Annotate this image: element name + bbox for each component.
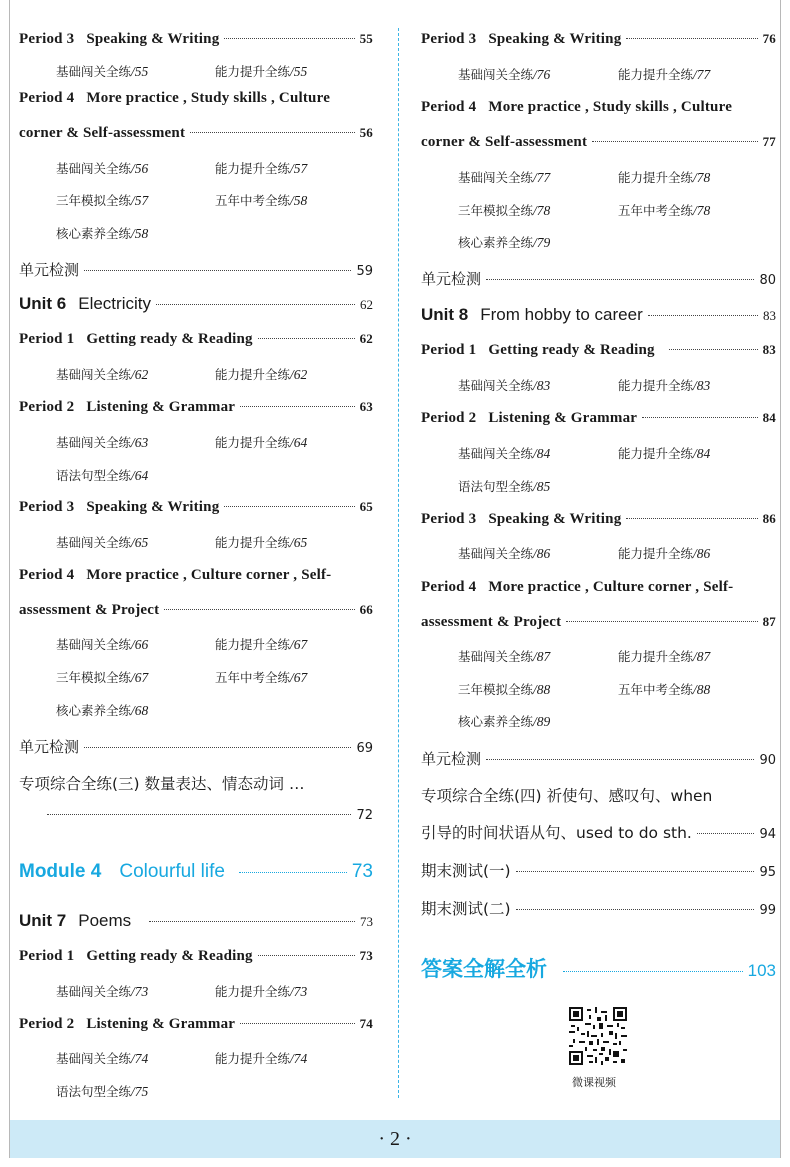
toc-entry[interactable]: Period 3 Speaking & Writing 55 xyxy=(19,31,373,47)
exercise-item: 能力提升全练/83 xyxy=(618,378,711,393)
toc-special-entry[interactable]: 专项综合全练(四) 祈使句、感叹句、when xyxy=(421,787,713,805)
exercise-item: 基础闯关全练/77 xyxy=(458,170,551,185)
exercise-item: 三年模拟全练/67 xyxy=(56,670,149,685)
exercise-item: 基础闯关全练/65 xyxy=(56,535,149,550)
toc-special-entry[interactable]: 专项综合全练(三) 数量表达、情态动词 … xyxy=(19,775,305,793)
exercise-item: 基础闯关全练/87 xyxy=(458,649,551,664)
exercise-item: 五年中考全练/67 xyxy=(215,670,308,685)
toc-entry[interactable]: Period 3 Speaking & Writing 86 xyxy=(421,511,776,527)
toc-entry[interactable]: Period 1 Getting ready & Reading 83 xyxy=(421,342,776,358)
exercise-item: 核心素养全练/58 xyxy=(56,226,149,241)
toc-entry[interactable]: 单元检测 59 xyxy=(19,261,373,279)
exercise-item: 能力提升全练/87 xyxy=(618,649,711,664)
toc-entry[interactable]: Period 1 Getting ready & Reading 62 xyxy=(19,331,373,347)
toc-entry[interactable]: 单元检测 80 xyxy=(421,270,776,288)
exercise-item: 基础闯关全练/83 xyxy=(458,378,551,393)
toc-entry-continuation[interactable]: corner & Self-assessment 56 xyxy=(19,125,373,141)
exercise-item: 基础闯关全练/86 xyxy=(458,546,551,561)
exercise-item: 能力提升全练/55 xyxy=(215,64,308,79)
toc-entry[interactable]: Period 4 More practice , Study skills , Culture xyxy=(421,99,733,115)
exercise-item: 核心素养全练/68 xyxy=(56,703,149,718)
toc-entry[interactable]: Period 4 More practice , Study skills , Culture xyxy=(19,90,331,106)
exercise-item: 能力提升全练/86 xyxy=(618,546,711,561)
toc-unit-entry[interactable]: Unit 7 Poems 73 xyxy=(19,911,373,930)
toc-entry[interactable]: Period 2 Listening & Grammar 74 xyxy=(19,1016,373,1032)
toc-entry[interactable]: Period 2 Listening & Grammar 63 xyxy=(19,399,373,415)
exercise-item: 能力提升全练/64 xyxy=(215,435,308,450)
exercise-item: 语法句型全练/64 xyxy=(56,468,149,483)
exercise-item: 基础闯关全练/62 xyxy=(56,367,149,382)
toc-entry[interactable]: Period 3 Speaking & Writing 76 xyxy=(421,31,776,47)
exercise-item: 能力提升全练/62 xyxy=(215,367,308,382)
exercise-item: 基础闯关全练/55 xyxy=(56,64,149,79)
toc-entry[interactable]: 单元检测 69 xyxy=(19,738,373,756)
qr-caption: 微课视频 xyxy=(572,1076,616,1089)
toc-entry[interactable]: Period 4 More practice , Culture corner , Self- xyxy=(421,579,734,595)
toc-entry[interactable]: Period 2 Listening & Grammar 84 xyxy=(421,410,776,426)
exercise-item: 能力提升全练/84 xyxy=(618,446,711,461)
qr-code-icon[interactable] xyxy=(569,1007,627,1065)
toc-entry[interactable]: Period 3 Speaking & Writing 65 xyxy=(19,499,373,515)
exercise-item: 三年模拟全练/88 xyxy=(458,682,551,697)
exercise-item: 五年中考全练/58 xyxy=(215,193,308,208)
exercise-item: 三年模拟全练/78 xyxy=(458,203,551,218)
toc-entry[interactable]: 期末测试(一) 95 xyxy=(421,862,776,880)
exercise-item: 能力提升全练/73 xyxy=(215,984,308,999)
toc-answers-entry[interactable]: 答案全解全析 103 xyxy=(421,957,776,981)
exercise-item: 基础闯关全练/66 xyxy=(56,637,149,652)
toc-unit-entry[interactable]: Unit 8 From hobby to career 83 xyxy=(421,305,776,324)
page-footer xyxy=(10,1120,780,1158)
exercise-item: 语法句型全练/85 xyxy=(458,479,551,494)
toc-unit-entry[interactable]: Unit 6 Electricity 62 xyxy=(19,294,373,313)
exercise-item: 基础闯关全练/73 xyxy=(56,984,149,999)
exercise-item: 基础闯关全练/56 xyxy=(56,161,149,176)
toc-entry-continuation[interactable]: assessment & Project 66 xyxy=(19,602,373,618)
column-divider xyxy=(398,28,399,1098)
exercise-item: 能力提升全练/78 xyxy=(618,170,711,185)
exercise-item: 能力提升全练/65 xyxy=(215,535,308,550)
exercise-item: 基础闯关全练/84 xyxy=(458,446,551,461)
toc-entry-continuation[interactable]: 72 xyxy=(19,808,373,823)
toc-module-entry[interactable]: Module 4 Colourful life 73 xyxy=(19,861,373,882)
exercise-item: 五年中考全练/78 xyxy=(618,203,711,218)
exercise-item: 能力提升全练/67 xyxy=(215,637,308,652)
exercise-item: 基础闯关全练/63 xyxy=(56,435,149,450)
toc-entry-continuation[interactable]: assessment & Project 87 xyxy=(421,614,776,630)
toc-entry-continuation[interactable]: corner & Self-assessment 77 xyxy=(421,134,776,150)
page-number: · 2 · xyxy=(378,1128,412,1150)
exercise-item: 基础闯关全练/74 xyxy=(56,1051,149,1066)
exercise-item: 能力提升全练/77 xyxy=(618,67,711,82)
exercise-item: 语法句型全练/75 xyxy=(56,1084,149,1099)
toc-entry[interactable]: 单元检测 90 xyxy=(421,750,776,768)
exercise-item: 核心素养全练/89 xyxy=(458,714,551,729)
toc-entry-continuation[interactable]: 引导的时间状语从句、used to do sth. 94 xyxy=(421,824,776,842)
exercise-item: 能力提升全练/74 xyxy=(215,1051,308,1066)
toc-entry[interactable]: Period 1 Getting ready & Reading 73 xyxy=(19,948,373,964)
toc-entry[interactable]: 期末测试(二) 99 xyxy=(421,900,776,918)
exercise-item: 五年中考全练/88 xyxy=(618,682,711,697)
exercise-item: 核心素养全练/79 xyxy=(458,235,551,250)
exercise-item: 能力提升全练/57 xyxy=(215,161,308,176)
exercise-item: 三年模拟全练/57 xyxy=(56,193,149,208)
toc-entry[interactable]: Period 4 More practice , Culture corner , Self- xyxy=(19,567,332,583)
exercise-item: 基础闯关全练/76 xyxy=(458,67,551,82)
